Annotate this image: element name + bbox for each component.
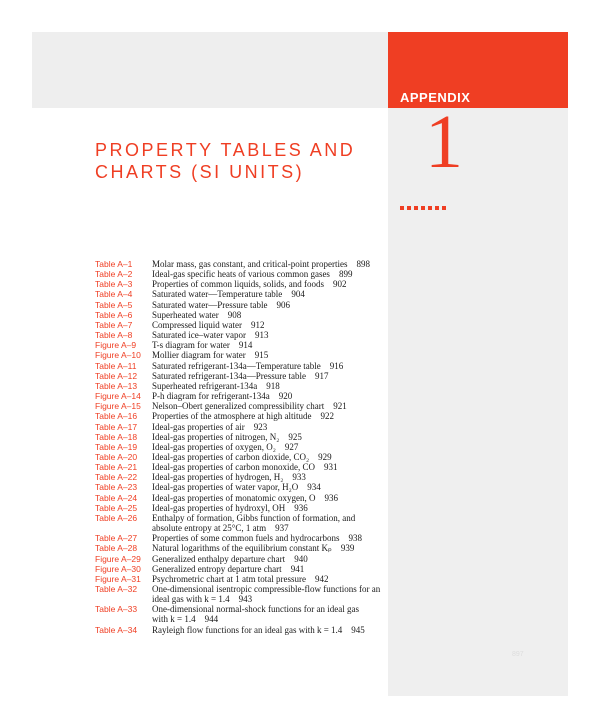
toc-entry-label: Table A–3: [95, 279, 133, 290]
toc-entry[interactable]: [95, 482, 387, 492]
toc-entry-title: [152, 625, 387, 635]
toc-entry-title-text: Ideal-gas properties of oxygen, O₂: [152, 441, 276, 452]
toc-entry-label: [95, 594, 152, 604]
toc-entry-title: [152, 574, 387, 584]
toc-entry-label: Table A–23: [95, 482, 138, 493]
toc-entry-page: 917: [314, 370, 329, 381]
toc-entry-label: Table A–19: [95, 441, 138, 452]
toc-entry-label: Table A–8: [95, 330, 133, 341]
toc-entry-title: [152, 289, 387, 299]
toc-entry-label: Table A–24: [95, 492, 138, 503]
toc-entry-title-text: Properties of common liquids, solids, and foods: [152, 279, 324, 290]
toc-entry-title-text: Ideal-gas properties of air: [152, 421, 245, 432]
toc-entry[interactable]: [95, 604, 387, 614]
toc-entry[interactable]: [95, 584, 387, 594]
toc-entry-title: [152, 310, 387, 320]
toc-entry-label: Figure A–29: [95, 553, 141, 564]
header-band: [32, 32, 388, 108]
toc-entry-title: [152, 513, 387, 523]
toc-entry-title-text: Ideal-gas properties of water vapor, H₂O: [152, 482, 299, 493]
toc-entry-label: Figure A–31: [95, 573, 141, 584]
toc-entry-title-text: Saturated water—Pressure table: [152, 299, 268, 310]
toc-entry-title-text: Enthalpy of formation, Gibbs function of formation, and: [152, 512, 356, 523]
toc-entry-page: 941: [290, 563, 305, 574]
toc-entry-label: Table A–4: [95, 289, 133, 300]
toc-entry[interactable]: [95, 543, 387, 553]
toc-entry-title-text: Compressed liquid water: [152, 319, 242, 330]
toc-entry[interactable]: [95, 401, 387, 411]
toc-entry-title-text: T-s diagram for water: [152, 340, 230, 351]
dot: [435, 206, 439, 210]
toc-entry[interactable]: [95, 391, 387, 401]
toc-entry-page: 936: [324, 492, 338, 503]
toc-entry-label: Table A–13: [95, 380, 138, 391]
toc-entry-page: 913: [254, 330, 269, 341]
toc-entry-title: [152, 381, 387, 391]
toc-entry[interactable]: [95, 533, 387, 543]
toc-entry[interactable]: [95, 442, 387, 452]
toc-entry[interactable]: [95, 462, 387, 472]
toc-entry-title-text: One-dimensional isentropic compressible-flow functions for an: [152, 584, 381, 594]
toc-entry-title-text: Saturated water—Temperature table: [152, 289, 283, 300]
toc-entry[interactable]: [95, 411, 387, 421]
toc-entry-label: Figure A–14: [95, 391, 141, 402]
page-title-line1: PROPERTY TABLES AND: [95, 140, 356, 160]
toc-entry-page: 916: [329, 360, 344, 371]
toc-entry-title-text: Rayleigh flow functions for an ideal gas with k = 1.4: [152, 624, 343, 635]
toc-entry[interactable]: [95, 289, 387, 299]
toc-entry-title: [152, 523, 387, 533]
toc-entry[interactable]: [95, 279, 387, 289]
toc-entry-label: Table A–25: [95, 502, 138, 513]
toc-entry-title: [152, 564, 387, 574]
toc-entry-title-text: Saturated refrigerant-134a—Pressure table: [152, 370, 306, 381]
toc-entry-title-text: Nelson–Obert generalized compressibility chart: [152, 401, 325, 412]
dot: [421, 206, 425, 210]
toc-entry-title-text: Ideal-gas properties of carbon monoxide, CO: [152, 462, 315, 473]
toc-entry[interactable]: [95, 361, 387, 371]
toc-entry-title-text: Ideal-gas specific heats of various common gases: [152, 269, 330, 280]
toc-entry-title-text: Saturated ice–water vapor: [152, 330, 246, 341]
toc-entry-title-text: Generalized entropy departure chart: [152, 563, 282, 574]
toc-entry-page: 925: [288, 431, 302, 442]
dot: [428, 206, 432, 210]
toc-entry-page: 933: [292, 472, 306, 483]
toc-entry-label: Table A–11: [95, 360, 137, 371]
toc-entry-page: 944: [204, 614, 219, 625]
toc-entry-title: [152, 604, 387, 614]
toc-entry[interactable]: [95, 350, 387, 360]
toc-entry-title: [152, 493, 387, 503]
dot: [442, 206, 446, 210]
toc-entry-title: [152, 350, 387, 360]
toc-entry-label: Figure A–30: [95, 563, 141, 574]
toc-entry-label: [95, 614, 152, 624]
toc-entry-title-text: Ideal-gas properties of hydrogen, H₂: [152, 472, 284, 483]
toc-entry[interactable]: [95, 340, 387, 350]
toc-entry-label: Table A–5: [95, 299, 133, 310]
toc-entry-label: Table A–7: [95, 319, 133, 330]
toc-entry-page: 922: [320, 411, 334, 422]
side-panel: [388, 32, 568, 696]
toc-entry[interactable]: [95, 513, 387, 523]
toc-entry[interactable]: [95, 625, 387, 635]
page-title: [95, 139, 355, 183]
toc-entry[interactable]: [95, 614, 387, 624]
toc-entry-label: Table A–27: [95, 533, 138, 544]
toc-entry-label: [95, 523, 152, 533]
toc-entry-title-text: Ideal-gas properties of nitrogen, N₂: [152, 431, 280, 442]
toc-entry[interactable]: [95, 503, 387, 513]
toc-entry-page: 923: [253, 421, 268, 432]
toc-entry-title: [152, 614, 387, 624]
toc-entry-page: 902: [333, 279, 347, 290]
appendix-number: 1: [425, 100, 463, 184]
page-title-line2: CHARTS (SI UNITS): [95, 162, 305, 182]
toc-entry-title: [152, 422, 387, 432]
toc-entry[interactable]: [95, 594, 387, 604]
toc-entry-label: Table A–26: [95, 512, 138, 523]
toc-entry-title-text: Psychrometric chart at 1 atm total pressure: [152, 573, 306, 584]
toc-entry-title: [152, 300, 387, 310]
toc-entry-title: [152, 361, 387, 371]
toc-entry-title-text: Properties of some common fuels and hydrocarbons: [152, 533, 340, 544]
dot: [414, 206, 418, 210]
toc-entry-title-text: Natural logarithms of the equilibrium constant Kₚ: [152, 543, 332, 554]
page-number: 897: [512, 651, 524, 658]
toc-entry-title-text: absolute entropy at 25°C, 1 atm: [152, 523, 267, 534]
toc-entry-title: [152, 584, 387, 594]
toc-entry-title: [152, 411, 387, 421]
toc-entry-title: [152, 452, 387, 462]
toc-entry-label: Table A–12: [95, 370, 138, 381]
toc-entry[interactable]: [95, 432, 387, 442]
toc-entry-page: 914: [238, 340, 253, 351]
toc-entry-label: Table A–18: [95, 431, 138, 442]
toc-entry[interactable]: [95, 269, 387, 279]
toc-entry-title-text: Ideal-gas properties of monatomic oxygen, O: [152, 492, 316, 503]
toc-entry[interactable]: [95, 381, 387, 391]
toc-entry[interactable]: [95, 554, 387, 564]
toc-entry-title-text: P-h diagram for refrigerant-134a: [152, 391, 270, 402]
toc-entry-title: [152, 401, 387, 411]
toc-entry[interactable]: [95, 300, 387, 310]
toc-entry-page: 921: [333, 401, 347, 412]
toc-entry-label: Table A–2: [95, 269, 133, 280]
toc-entry-title: [152, 594, 387, 604]
toc-entry-label: Figure A–10: [95, 350, 141, 361]
toc-entry-title: [152, 503, 387, 513]
toc-entry-label: Table A–28: [95, 543, 138, 554]
toc-entry-label: Figure A–9: [95, 340, 137, 351]
toc-entry-title-text: One-dimensional normal-shock functions for an ideal gas: [152, 604, 359, 615]
toc-entry-page: 945: [351, 624, 365, 635]
toc-entry-page: 904: [291, 289, 305, 300]
toc-entry-page: 943: [238, 594, 253, 605]
toc-entry-title: [152, 432, 387, 442]
toc-entry-label: Table A–16: [95, 411, 138, 422]
toc-entry-page: 939: [340, 543, 355, 554]
toc-entry-title: [152, 259, 387, 269]
toc-entry-title-text: Superheated refrigerant-134a: [152, 380, 258, 391]
toc-entry-page: 908: [227, 309, 242, 320]
toc-entry[interactable]: [95, 574, 387, 584]
toc-entry-title: [152, 371, 387, 381]
toc-entry-label: Table A–21: [95, 462, 138, 473]
toc-entry-label: Table A–32: [95, 584, 138, 594]
toc-entry-label: Table A–1: [95, 259, 133, 269]
toc-entry-page: 931: [323, 462, 338, 473]
toc-entry-label: Table A–6: [95, 309, 133, 320]
toc-entry-page: 929: [318, 451, 332, 462]
toc-entry-title: [152, 482, 387, 492]
toc-entry-page: 918: [266, 380, 280, 391]
toc-entry-page: 936: [294, 502, 308, 513]
toc-entry-title-text: Properties of the atmosphere at high altitude: [152, 411, 312, 422]
toc-entry-page: 912: [250, 319, 265, 330]
appendix-label: APPENDIX: [400, 90, 471, 105]
toc-entry-label: Figure A–15: [95, 401, 141, 412]
toc-entry-title-text: Generalized enthalpy departure chart: [152, 553, 286, 564]
toc-entry-title: [152, 554, 387, 564]
toc-entry-title: [152, 269, 387, 279]
toc-entry-title: [152, 462, 387, 472]
toc-entry-label: Table A–34: [95, 624, 138, 635]
toc-entry-title: [152, 442, 387, 452]
toc-entry[interactable]: [95, 564, 387, 574]
toc-entry-title-text: Superheated water: [152, 309, 219, 320]
toc-entry-label: Table A–22: [95, 472, 138, 483]
toc-entry-page: 898: [356, 259, 370, 269]
toc-entry[interactable]: [95, 523, 387, 533]
toc-entry-title-text: Molar mass, gas constant, and critical-point properties: [152, 259, 348, 269]
dot: [407, 206, 411, 210]
table-of-contents: [95, 259, 387, 635]
toc-entry-label: Table A–17: [95, 421, 138, 432]
toc-entry-title: [152, 320, 387, 330]
toc-entry-title-text: with k = 1.4: [152, 614, 196, 625]
toc-entry[interactable]: [95, 259, 387, 269]
toc-entry-title: [152, 330, 387, 340]
toc-entry-page: 915: [254, 350, 269, 361]
toc-entry[interactable]: [95, 493, 387, 503]
toc-entry-title: [152, 279, 387, 289]
toc-entry-title: [152, 533, 387, 543]
toc-entry-page: 906: [276, 299, 290, 310]
toc-entry-title: [152, 472, 387, 482]
toc-entry-page: 927: [284, 441, 299, 452]
toc-entry-title-text: Saturated refrigerant-134a—Temperature table: [152, 360, 321, 371]
toc-entry[interactable]: [95, 371, 387, 381]
toc-entry-label: Table A–33: [95, 604, 138, 615]
decorative-dots: [400, 206, 446, 210]
toc-entry-page: 938: [348, 533, 362, 544]
toc-entry-title-text: ideal gas with k = 1.4: [152, 594, 230, 605]
toc-entry-title: [152, 340, 387, 350]
toc-entry-page: 942: [314, 573, 329, 584]
toc-entry-page: 920: [278, 391, 293, 402]
toc-entry-page: 934: [307, 482, 321, 493]
toc-entry-title-text: Ideal-gas properties of hydroxyl, OH: [152, 502, 286, 513]
toc-entry[interactable]: [95, 452, 387, 462]
toc-entry-label: Table A–20: [95, 451, 138, 462]
toc-entry-title-text: Mollier diagram for water: [152, 350, 246, 361]
toc-entry-page: 899: [338, 269, 353, 280]
toc-entry[interactable]: [95, 472, 387, 482]
toc-entry-title: [152, 543, 387, 553]
toc-entry-page: 940: [294, 553, 308, 564]
toc-entry-title: [152, 391, 387, 401]
toc-entry[interactable]: [95, 320, 387, 330]
toc-entry[interactable]: [95, 330, 387, 340]
toc-entry-title-text: Ideal-gas properties of carbon dioxide, CO₂: [152, 451, 310, 462]
toc-entry[interactable]: [95, 310, 387, 320]
toc-entry[interactable]: [95, 422, 387, 432]
dot: [400, 206, 404, 210]
toc-entry-page: 937: [275, 523, 289, 534]
